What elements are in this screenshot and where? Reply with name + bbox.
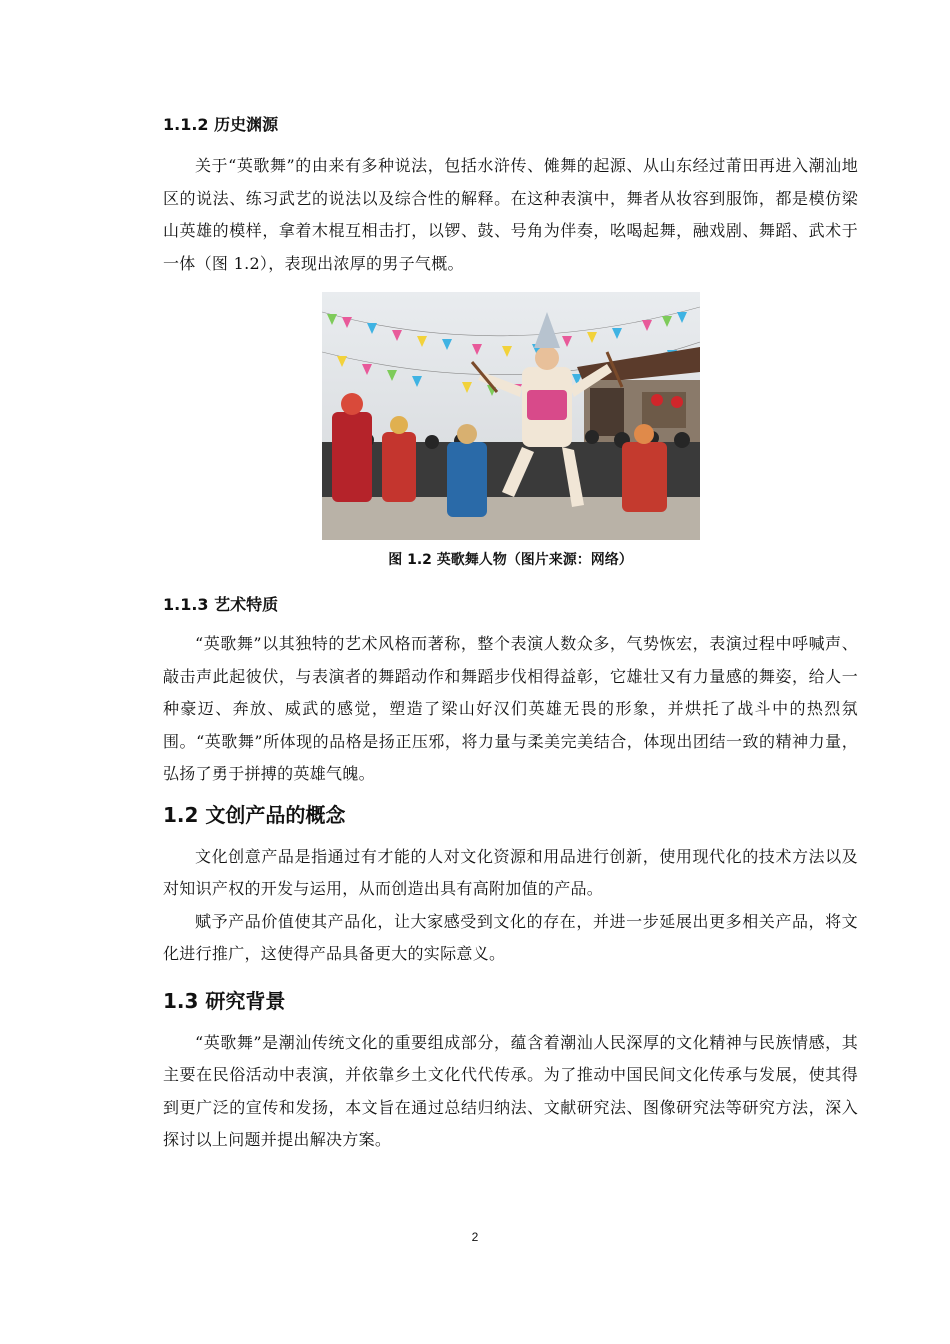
paragraph-cultural-product-2: 赋予产品价值使其产品化，让大家感受到文化的存在，并进一步延展出更多相关产品，将文化进行推广，这使得产品具备更大的实际意义。 [163,911,858,963]
page-content [163,110,858,1157]
paragraph-artistic: “英歌舞”以其独特的艺术风格而著称，整个表演人数众多，气势恢宏，表演过程中呼喊声、敲击声此起彼伏，与表演者的舞蹈动作和舞蹈步伐相得益彰，它雄壮又有力量感的舞姿，给人一种豪迈、奔放、威武的感觉，塑造了梁山好汉们英雄无畏的形象，并烘托了战斗中的热烈氛围。“英歌舞”所体现的品格是扬正压邪，将力量与柔美完美结合，体现出团结一致的精神力量，弘扬了勇于拼搏的英雄气魄。 [163,634,858,783]
page-number: 2 [471,1230,479,1244]
heading-1-3: 1.3 研究背景 [163,988,286,1013]
paragraph-cultural-product-1: 文化创意产品是指通过有才能的人对文化资源和用品进行创新，使用现代化的技术方法以及对知识产权的开发与运用，从而创造出具有高附加值的产品。 [163,846,858,898]
heading-1-2: 1.2 文创产品的概念 [163,802,346,827]
heading-1-1-3: 1.1.3 艺术特质 [163,595,279,614]
paragraph-background: “英歌舞”是潮汕传统文化的重要组成部分，蕴含着潮汕人民深厚的文化精神与民族情感，其主要在民俗活动中表演，并依靠乡土文化代代传承。为了推动中国民间文化传承与发展，使其得到更广泛的宣传和发扬，本文旨在通过总结归纳法、文献研究法、图像研究法等研究方法，深入探讨以上问题并提出解决方案。 [163,1032,858,1149]
paragraph-history: 关于“英歌舞”的由来有多种说法，包括水浒传、傩舞的起源、从山东经过莆田再进入潮汕地区的说法、练习武艺的说法以及综合性的解释。在这种表演中，舞者从妆容到服饰，都是模仿梁山英雄的模样，拿着木棍互相击打，以锣、鼓、号角为伴奏，吆喝起舞，融戏剧、舞蹈、武术于一体（图 1.2），表现出浓厚的男子气概。 [163,156,858,273]
figure-1-2 [163,292,858,582]
heading-1-1-2: 1.1.2 历史渊源 [163,115,279,134]
figure-caption: 图 1.2 英歌舞人物（图片来源：网络） [388,552,633,568]
yingge-dance-photo [322,292,700,540]
yingge-dance-photo-illustration [322,292,700,540]
